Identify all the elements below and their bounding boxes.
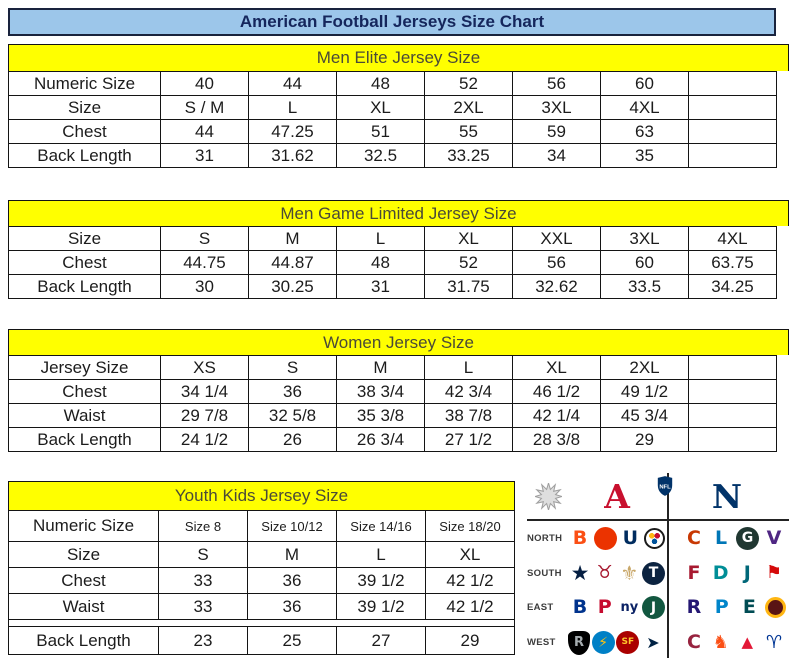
size-cell: 29 7/8 <box>161 404 249 428</box>
size-cell: 27 1/2 <box>425 428 513 452</box>
size-cell <box>689 428 777 452</box>
size-cell: 44.75 <box>161 251 249 275</box>
size-cell: 31 <box>337 275 425 299</box>
row-label: Size <box>9 542 159 568</box>
afc-team-group <box>568 595 665 621</box>
size-cell: 48 <box>337 72 425 96</box>
size-cell: 3XL <box>601 227 689 251</box>
nfl-division-row <box>527 625 789 660</box>
size-cell: 59 <box>513 120 601 144</box>
size-cell: 32.5 <box>337 144 425 168</box>
men-elite-size-table <box>8 71 777 168</box>
nfl-logo-colts: U <box>622 526 639 549</box>
size-cell: 26 3/4 <box>337 428 425 452</box>
size-cell: 34 1/4 <box>161 380 249 404</box>
size-cell <box>689 404 777 428</box>
spacer-cell <box>9 620 515 627</box>
size-cell: 36 <box>248 594 337 620</box>
nfl-logo-chiefs: ▲ <box>741 633 754 652</box>
size-cell: 39 1/2 <box>337 594 426 620</box>
size-cell: 33 <box>159 568 248 594</box>
table-row <box>9 96 777 120</box>
size-cell: XL <box>513 356 601 380</box>
nfl-logo-49ers: SF <box>616 631 639 654</box>
size-cell: 44 <box>161 120 249 144</box>
division-label: NORTH <box>527 532 563 544</box>
size-cell: 26 <box>249 428 337 452</box>
size-cell: Size 18/20 <box>426 511 515 542</box>
nfl-division-row <box>527 591 789 626</box>
row-label: Chest <box>9 380 161 404</box>
size-cell: 36 <box>248 568 337 594</box>
nfc-team-group <box>682 560 786 586</box>
size-cell: 2XL <box>425 96 513 120</box>
size-cell: 2XL <box>601 356 689 380</box>
size-cell: Size 8 <box>159 511 248 542</box>
row-label: Back Length <box>9 627 159 655</box>
size-cell <box>689 356 777 380</box>
size-cell: 60 <box>601 251 689 275</box>
table-row <box>9 72 777 96</box>
nfl-logo-buccaneers: ⚑ <box>765 562 783 584</box>
nfl-logo-raiders: R <box>568 631 590 655</box>
nfl-logo-broncos: ♞ <box>712 631 729 653</box>
nfl-logo-titans: T <box>642 562 665 585</box>
row-label: Back Length <box>9 275 161 299</box>
table-row <box>9 356 777 380</box>
nfl-logo-falcons: F <box>687 561 701 584</box>
table-row <box>9 275 777 299</box>
nfl-teams-panel <box>527 473 789 658</box>
size-cell: 4XL <box>601 96 689 120</box>
size-cell: 63.75 <box>689 251 777 275</box>
nfl-logo-giants: ny <box>620 600 639 616</box>
size-cell: 35 3/8 <box>337 404 425 428</box>
size-cell: 23 <box>159 627 248 655</box>
size-cell <box>689 380 777 404</box>
men-game-limited-table-title: Men Game Limited Jersey Size <box>8 200 789 226</box>
nfl-logo-jaguars: J <box>743 561 751 584</box>
size-cell: 47.25 <box>249 120 337 144</box>
size-cell: L <box>425 356 513 380</box>
size-cell: XL <box>337 96 425 120</box>
size-cell: 4XL <box>689 227 777 251</box>
women-table-title: Women Jersey Size <box>8 329 789 355</box>
afc-team-group <box>568 630 665 656</box>
men-game-limited-size-table <box>8 226 777 299</box>
size-cell <box>689 144 777 168</box>
table-row <box>9 542 515 568</box>
size-cell: 29 <box>426 627 515 655</box>
size-cell: S <box>161 227 249 251</box>
row-label: Waist <box>9 594 159 620</box>
nfl-logo-saints: ⚜ <box>620 561 639 586</box>
nfl-logo-dolphins: D <box>712 561 729 584</box>
nfl-logo-rams: ♈ <box>765 631 783 653</box>
size-cell: S <box>159 542 248 568</box>
size-cell: M <box>337 356 425 380</box>
size-cell: 42 1/2 <box>426 568 515 594</box>
size-cell: 52 <box>425 72 513 96</box>
size-cell: 38 7/8 <box>425 404 513 428</box>
table-row <box>9 568 515 594</box>
afc-team-group <box>568 560 665 586</box>
size-cell: 44 <box>249 72 337 96</box>
size-cell: Size 10/12 <box>248 511 337 542</box>
size-cell: XXL <box>513 227 601 251</box>
nfl-logo-texans: ♉ <box>596 562 613 584</box>
size-cell: 42 3/4 <box>425 380 513 404</box>
size-cell: 29 <box>601 428 689 452</box>
size-cell: 52 <box>425 251 513 275</box>
row-label: Chest <box>9 251 161 275</box>
size-cell: 56 <box>513 72 601 96</box>
nfl-logo-steelers <box>644 528 665 549</box>
size-cell: 31.62 <box>249 144 337 168</box>
size-cell: 30 <box>161 275 249 299</box>
row-label: Waist <box>9 404 161 428</box>
nfc-team-group <box>682 630 786 656</box>
nfl-logo-cardinals: C <box>687 631 701 654</box>
nfl-logo-browns <box>594 527 617 550</box>
size-cell: 40 <box>161 72 249 96</box>
size-cell: S <box>249 356 337 380</box>
size-cell: 31.75 <box>425 275 513 299</box>
size-cell: 63 <box>601 120 689 144</box>
size-cell: 24 1/2 <box>161 428 249 452</box>
starburst-icon <box>527 483 569 510</box>
row-label: Jersey Size <box>9 356 161 380</box>
table-row <box>9 404 777 428</box>
size-cell: M <box>248 542 337 568</box>
nfl-logo-bears: C <box>687 526 701 549</box>
size-cell: Size 14/16 <box>337 511 426 542</box>
size-cell: 33.25 <box>425 144 513 168</box>
youth-table-block <box>8 481 515 655</box>
size-cell: 36 <box>249 380 337 404</box>
table-row <box>9 428 777 452</box>
afc-logo: A <box>604 476 630 516</box>
nfl-logo-jets: J <box>642 596 665 619</box>
youth-size-table <box>8 510 515 655</box>
row-label: Size <box>9 96 161 120</box>
size-cell: 27 <box>337 627 426 655</box>
size-cell: 42 1/4 <box>513 404 601 428</box>
nfl-conference-header <box>527 473 789 521</box>
size-cell: L <box>337 542 426 568</box>
women-size-table <box>8 355 777 452</box>
nfl-logo-patriots: P <box>597 596 612 619</box>
women-table-block <box>8 329 789 452</box>
nfl-logo-seahawks: ➤ <box>646 632 660 652</box>
division-label: SOUTH <box>527 567 562 579</box>
table-row <box>9 144 777 168</box>
table-row <box>9 120 777 144</box>
nfl-logo-ravens: R <box>686 596 702 619</box>
table-row <box>9 251 777 275</box>
nfc-team-group <box>682 525 786 551</box>
row-label: Chest <box>9 120 161 144</box>
size-cell: 45 3/4 <box>601 404 689 428</box>
men-elite-table-title: Men Elite Jersey Size <box>8 44 789 71</box>
size-cell: 34 <box>513 144 601 168</box>
size-cell: 28 3/8 <box>513 428 601 452</box>
nfl-logo-bengals: B <box>572 526 588 549</box>
size-cell: 33.5 <box>601 275 689 299</box>
row-label: Numeric Size <box>9 72 161 96</box>
nfl-logo-chargers: ⚡ <box>592 631 615 654</box>
size-cell: 46 1/2 <box>513 380 601 404</box>
nfl-logo-eagles: E <box>742 596 756 619</box>
bottom-section <box>8 476 789 658</box>
size-cell: XL <box>425 227 513 251</box>
division-label: WEST <box>527 637 556 649</box>
page-title: American Football Jerseys Size Chart <box>8 8 776 36</box>
size-cell: 44.87 <box>249 251 337 275</box>
nfl-shield-label: NFL <box>659 484 671 491</box>
size-cell: 39 1/2 <box>337 568 426 594</box>
table-row <box>9 380 777 404</box>
nfc-team-group <box>682 595 786 621</box>
nfl-logo-lions: L <box>714 526 728 549</box>
size-cell: 56 <box>513 251 601 275</box>
nfl-division-row <box>527 556 789 591</box>
nfl-logo-cowboys: ★ <box>570 560 590 585</box>
nfl-logo-panthers: P <box>714 596 729 619</box>
size-cell: 51 <box>337 120 425 144</box>
nfl-logo-bills: B <box>572 596 588 619</box>
nfl-division-row <box>527 521 789 556</box>
size-cell: 42 1/2 <box>426 594 515 620</box>
men-game-limited-table-block <box>8 200 789 299</box>
size-cell: S / M <box>161 96 249 120</box>
nfl-logo-redskins <box>765 597 786 618</box>
size-cell: L <box>337 227 425 251</box>
size-cell: 55 <box>425 120 513 144</box>
size-cell: XL <box>426 542 515 568</box>
size-cell <box>689 120 777 144</box>
table-row <box>9 594 515 620</box>
size-cell: M <box>249 227 337 251</box>
size-cell: 49 1/2 <box>601 380 689 404</box>
row-label: Back Length <box>9 428 161 452</box>
size-cell: 48 <box>337 251 425 275</box>
size-cell: 30.25 <box>249 275 337 299</box>
size-cell: 35 <box>601 144 689 168</box>
afc-team-group <box>568 525 665 551</box>
table-row <box>9 627 515 655</box>
nfl-logo-vikings: V <box>766 526 782 549</box>
size-cell: 32 5/8 <box>249 404 337 428</box>
table-row <box>9 511 515 542</box>
table-row <box>9 227 777 251</box>
size-cell: XS <box>161 356 249 380</box>
size-cell: L <box>249 96 337 120</box>
size-cell: 60 <box>601 72 689 96</box>
men-elite-table-block <box>8 44 789 168</box>
nfl-division-rows <box>527 521 789 660</box>
size-cell: 34.25 <box>689 275 777 299</box>
size-cell: 33 <box>159 594 248 620</box>
size-cell: 3XL <box>513 96 601 120</box>
size-cell <box>689 72 777 96</box>
row-label: Back Length <box>9 144 161 168</box>
division-label: EAST <box>527 602 554 614</box>
youth-table-title: Youth Kids Jersey Size <box>8 481 515 510</box>
row-label: Size <box>9 227 161 251</box>
nfc-logo: N <box>711 476 743 516</box>
nfl-logo-packers: G <box>736 527 759 550</box>
size-cell <box>689 96 777 120</box>
row-label: Numeric Size <box>9 511 159 542</box>
row-label: Chest <box>9 568 159 594</box>
size-cell: 38 3/4 <box>337 380 425 404</box>
size-cell: 32.62 <box>513 275 601 299</box>
nfl-shield-icon <box>656 475 674 502</box>
table-spacer-row <box>9 620 515 627</box>
size-cell: 25 <box>248 627 337 655</box>
size-cell: 31 <box>161 144 249 168</box>
